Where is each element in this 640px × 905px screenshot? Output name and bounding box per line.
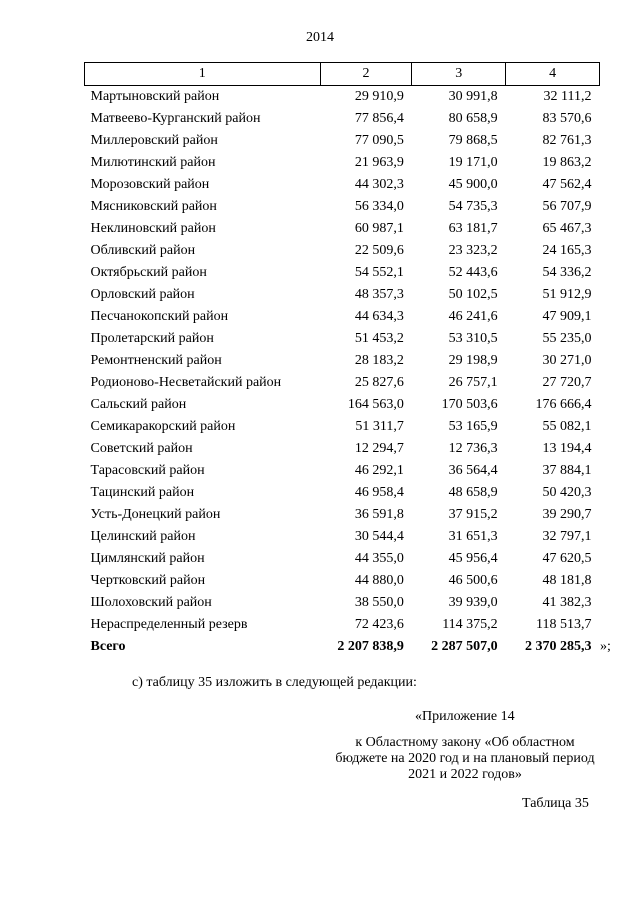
table-row bbox=[85, 218, 600, 240]
table-row bbox=[85, 240, 600, 262]
table-number: Таблица 35 bbox=[522, 796, 589, 811]
value-2021: 170 503,6 bbox=[441, 397, 498, 412]
value-2020: 77 090,5 bbox=[354, 133, 404, 148]
value-2021: 31 651,3 bbox=[448, 529, 498, 544]
value-2020: 12 294,7 bbox=[354, 441, 404, 456]
value-2022: 51 912,9 bbox=[542, 287, 592, 302]
table-row bbox=[85, 548, 600, 570]
total-2022: 2 370 285,3 bbox=[525, 639, 592, 654]
value-2022: 30 271,0 bbox=[542, 353, 592, 368]
value-2022: 47 620,5 bbox=[542, 551, 592, 566]
value-2022: 27 720,7 bbox=[542, 375, 592, 390]
value-2020: 44 302,3 bbox=[354, 177, 404, 192]
table-row bbox=[85, 460, 600, 482]
table-row bbox=[85, 108, 600, 130]
table-row bbox=[85, 152, 600, 174]
value-2020: 56 334,0 bbox=[354, 199, 404, 214]
value-2020: 72 423,6 bbox=[354, 617, 404, 632]
value-2020: 36 591,8 bbox=[354, 507, 404, 522]
table-header-row bbox=[85, 63, 600, 86]
total-2021: 2 287 507,0 bbox=[431, 639, 498, 654]
total-row bbox=[85, 636, 600, 658]
table-row bbox=[85, 394, 600, 416]
value-2021: 114 375,2 bbox=[442, 617, 498, 632]
table-row bbox=[85, 416, 600, 438]
value-2020: 21 963,9 bbox=[354, 155, 404, 170]
value-2021: 36 564,4 bbox=[448, 463, 498, 478]
district-name: Тарасовский район bbox=[90, 463, 205, 478]
value-2021: 52 443,6 bbox=[448, 265, 498, 280]
value-2020: 46 292,1 bbox=[354, 463, 404, 478]
value-2020: 25 827,6 bbox=[354, 375, 404, 390]
value-2022: 37 884,1 bbox=[542, 463, 592, 478]
value-2020: 44 880,0 bbox=[354, 573, 404, 588]
value-2022: 82 761,3 bbox=[542, 133, 592, 148]
page-number: 2014 bbox=[306, 30, 334, 45]
table-row bbox=[85, 196, 600, 218]
district-name: Семикаракорский район bbox=[90, 419, 236, 434]
value-2021: 39 939,0 bbox=[448, 595, 498, 610]
value-2022: 176 666,4 bbox=[535, 397, 592, 412]
district-name: Мясниковский район bbox=[90, 199, 217, 214]
value-2020: 28 183,2 bbox=[354, 353, 404, 368]
value-2020: 48 357,3 bbox=[354, 287, 404, 302]
value-2022: 48 181,8 bbox=[542, 573, 592, 588]
district-name: Миллеровский район bbox=[90, 133, 218, 148]
district-name: Советский район bbox=[90, 441, 193, 456]
district-name: Песчанокопский район bbox=[90, 309, 229, 324]
value-2020: 38 550,0 bbox=[354, 595, 404, 610]
value-2020: 44 355,0 bbox=[354, 551, 404, 566]
district-name: Милютинский район bbox=[90, 155, 216, 170]
value-2021: 46 241,6 bbox=[448, 309, 498, 324]
value-2021: 30 991,8 bbox=[448, 89, 498, 104]
value-2021: 37 915,2 bbox=[448, 507, 498, 522]
value-2021: 54 735,3 bbox=[448, 199, 498, 214]
value-2021: 79 868,5 bbox=[448, 133, 498, 148]
value-2022: 55 235,0 bbox=[542, 331, 592, 346]
value-2022: 118 513,7 bbox=[536, 617, 592, 632]
value-2021: 29 198,9 bbox=[448, 353, 498, 368]
value-2020: 22 509,6 bbox=[354, 243, 404, 258]
value-2021: 19 171,0 bbox=[448, 155, 498, 170]
value-2020: 60 987,1 bbox=[354, 221, 404, 236]
table-row bbox=[85, 504, 600, 526]
value-2021: 45 900,0 bbox=[448, 177, 498, 192]
district-name: Неклиновский район bbox=[90, 221, 216, 236]
value-2022: 39 290,7 bbox=[542, 507, 592, 522]
district-name: Орловский район bbox=[90, 287, 195, 302]
value-2022: 83 570,6 bbox=[542, 111, 592, 126]
value-2022: 13 194,4 bbox=[542, 441, 592, 456]
district-name: Усть-Донецкий район bbox=[90, 507, 221, 522]
total-2020: 2 207 838,9 bbox=[337, 639, 404, 654]
table-row bbox=[85, 130, 600, 152]
table-row bbox=[85, 262, 600, 284]
table-row bbox=[85, 614, 600, 636]
table-row bbox=[85, 570, 600, 592]
table-row bbox=[85, 482, 600, 504]
table-row bbox=[85, 438, 600, 460]
value-2022: 65 467,3 bbox=[542, 221, 592, 236]
value-2021: 45 956,4 bbox=[448, 551, 498, 566]
table-row bbox=[85, 284, 600, 306]
district-name: Мартыновский район bbox=[90, 89, 220, 104]
district-name: Морозовский район bbox=[90, 177, 210, 192]
district-name: Нераспределенный резерв bbox=[90, 617, 248, 632]
value-2022: 47 562,4 bbox=[542, 177, 592, 192]
value-2020: 51 453,2 bbox=[354, 331, 404, 346]
value-2021: 63 181,7 bbox=[448, 221, 498, 236]
value-2020: 29 910,9 bbox=[354, 89, 404, 104]
closing-quote-suffix: »; bbox=[600, 639, 611, 654]
district-name: Тацинский район bbox=[90, 485, 195, 500]
district-name: Чертковский район bbox=[90, 573, 206, 588]
column-header-4: 4 bbox=[506, 63, 600, 86]
value-2022: 56 707,9 bbox=[542, 199, 592, 214]
value-2021: 23 323,2 bbox=[448, 243, 498, 258]
table-row bbox=[85, 328, 600, 350]
district-name: Пролетарский район bbox=[90, 331, 214, 346]
value-2020: 46 958,4 bbox=[354, 485, 404, 500]
district-name: Шолоховский район bbox=[90, 595, 212, 610]
column-header-2: 2 bbox=[320, 63, 412, 86]
value-2020: 44 634,3 bbox=[354, 309, 404, 324]
value-2022: 55 082,1 bbox=[542, 419, 592, 434]
column-header-1: 1 bbox=[85, 63, 321, 86]
value-2020: 51 311,7 bbox=[355, 419, 404, 434]
appendix-title: «Приложение 14 bbox=[415, 709, 515, 724]
district-name: Обливский район bbox=[90, 243, 196, 258]
value-2022: 19 863,2 bbox=[542, 155, 592, 170]
table-row bbox=[85, 350, 600, 372]
value-2021: 50 102,5 bbox=[448, 287, 498, 302]
total-label: Всего bbox=[90, 639, 126, 654]
table-row bbox=[85, 592, 600, 614]
district-name: Целинский район bbox=[90, 529, 196, 544]
budget-table bbox=[84, 62, 600, 658]
value-2022: 32 797,1 bbox=[542, 529, 592, 544]
district-name: Сальский район bbox=[90, 397, 187, 412]
value-2022: 24 165,3 bbox=[542, 243, 592, 258]
law-reference: к Областному закону «Об областном бюджете на 2020 год и на плановый период 2021 и 2022 годов» bbox=[335, 735, 595, 782]
column-header-3: 3 bbox=[412, 63, 506, 86]
value-2020: 164 563,0 bbox=[347, 397, 404, 412]
table-row bbox=[85, 526, 600, 548]
district-name: Родионово-Несветайский район bbox=[90, 375, 282, 390]
value-2021: 53 310,5 bbox=[448, 331, 498, 346]
value-2022: 54 336,2 bbox=[542, 265, 592, 280]
value-2020: 54 552,1 bbox=[354, 265, 404, 280]
value-2022: 32 111,2 bbox=[543, 89, 592, 104]
table-row bbox=[85, 174, 600, 196]
table-row bbox=[85, 86, 600, 109]
value-2021: 53 165,9 bbox=[448, 419, 498, 434]
district-name: Цимлянский район bbox=[90, 551, 205, 566]
value-2021: 80 658,9 bbox=[448, 111, 498, 126]
table-row bbox=[85, 306, 600, 328]
value-2020: 77 856,4 bbox=[354, 111, 404, 126]
value-2021: 26 757,1 bbox=[448, 375, 498, 390]
value-2022: 47 909,1 bbox=[542, 309, 592, 324]
value-2022: 41 382,3 bbox=[542, 595, 592, 610]
value-2022: 50 420,3 bbox=[542, 485, 592, 500]
instruction-text: с) таблицу 35 изложить в следующей редакции: bbox=[132, 675, 417, 690]
district-name: Матвеево-Курганский район bbox=[90, 111, 261, 126]
value-2020: 30 544,4 bbox=[354, 529, 404, 544]
value-2021: 46 500,6 bbox=[448, 573, 498, 588]
value-2021: 48 658,9 bbox=[448, 485, 498, 500]
district-name: Октябрьский район bbox=[90, 265, 207, 280]
district-name: Ремонтненский район bbox=[90, 353, 222, 368]
table-row bbox=[85, 372, 600, 394]
value-2021: 12 736,3 bbox=[448, 441, 498, 456]
